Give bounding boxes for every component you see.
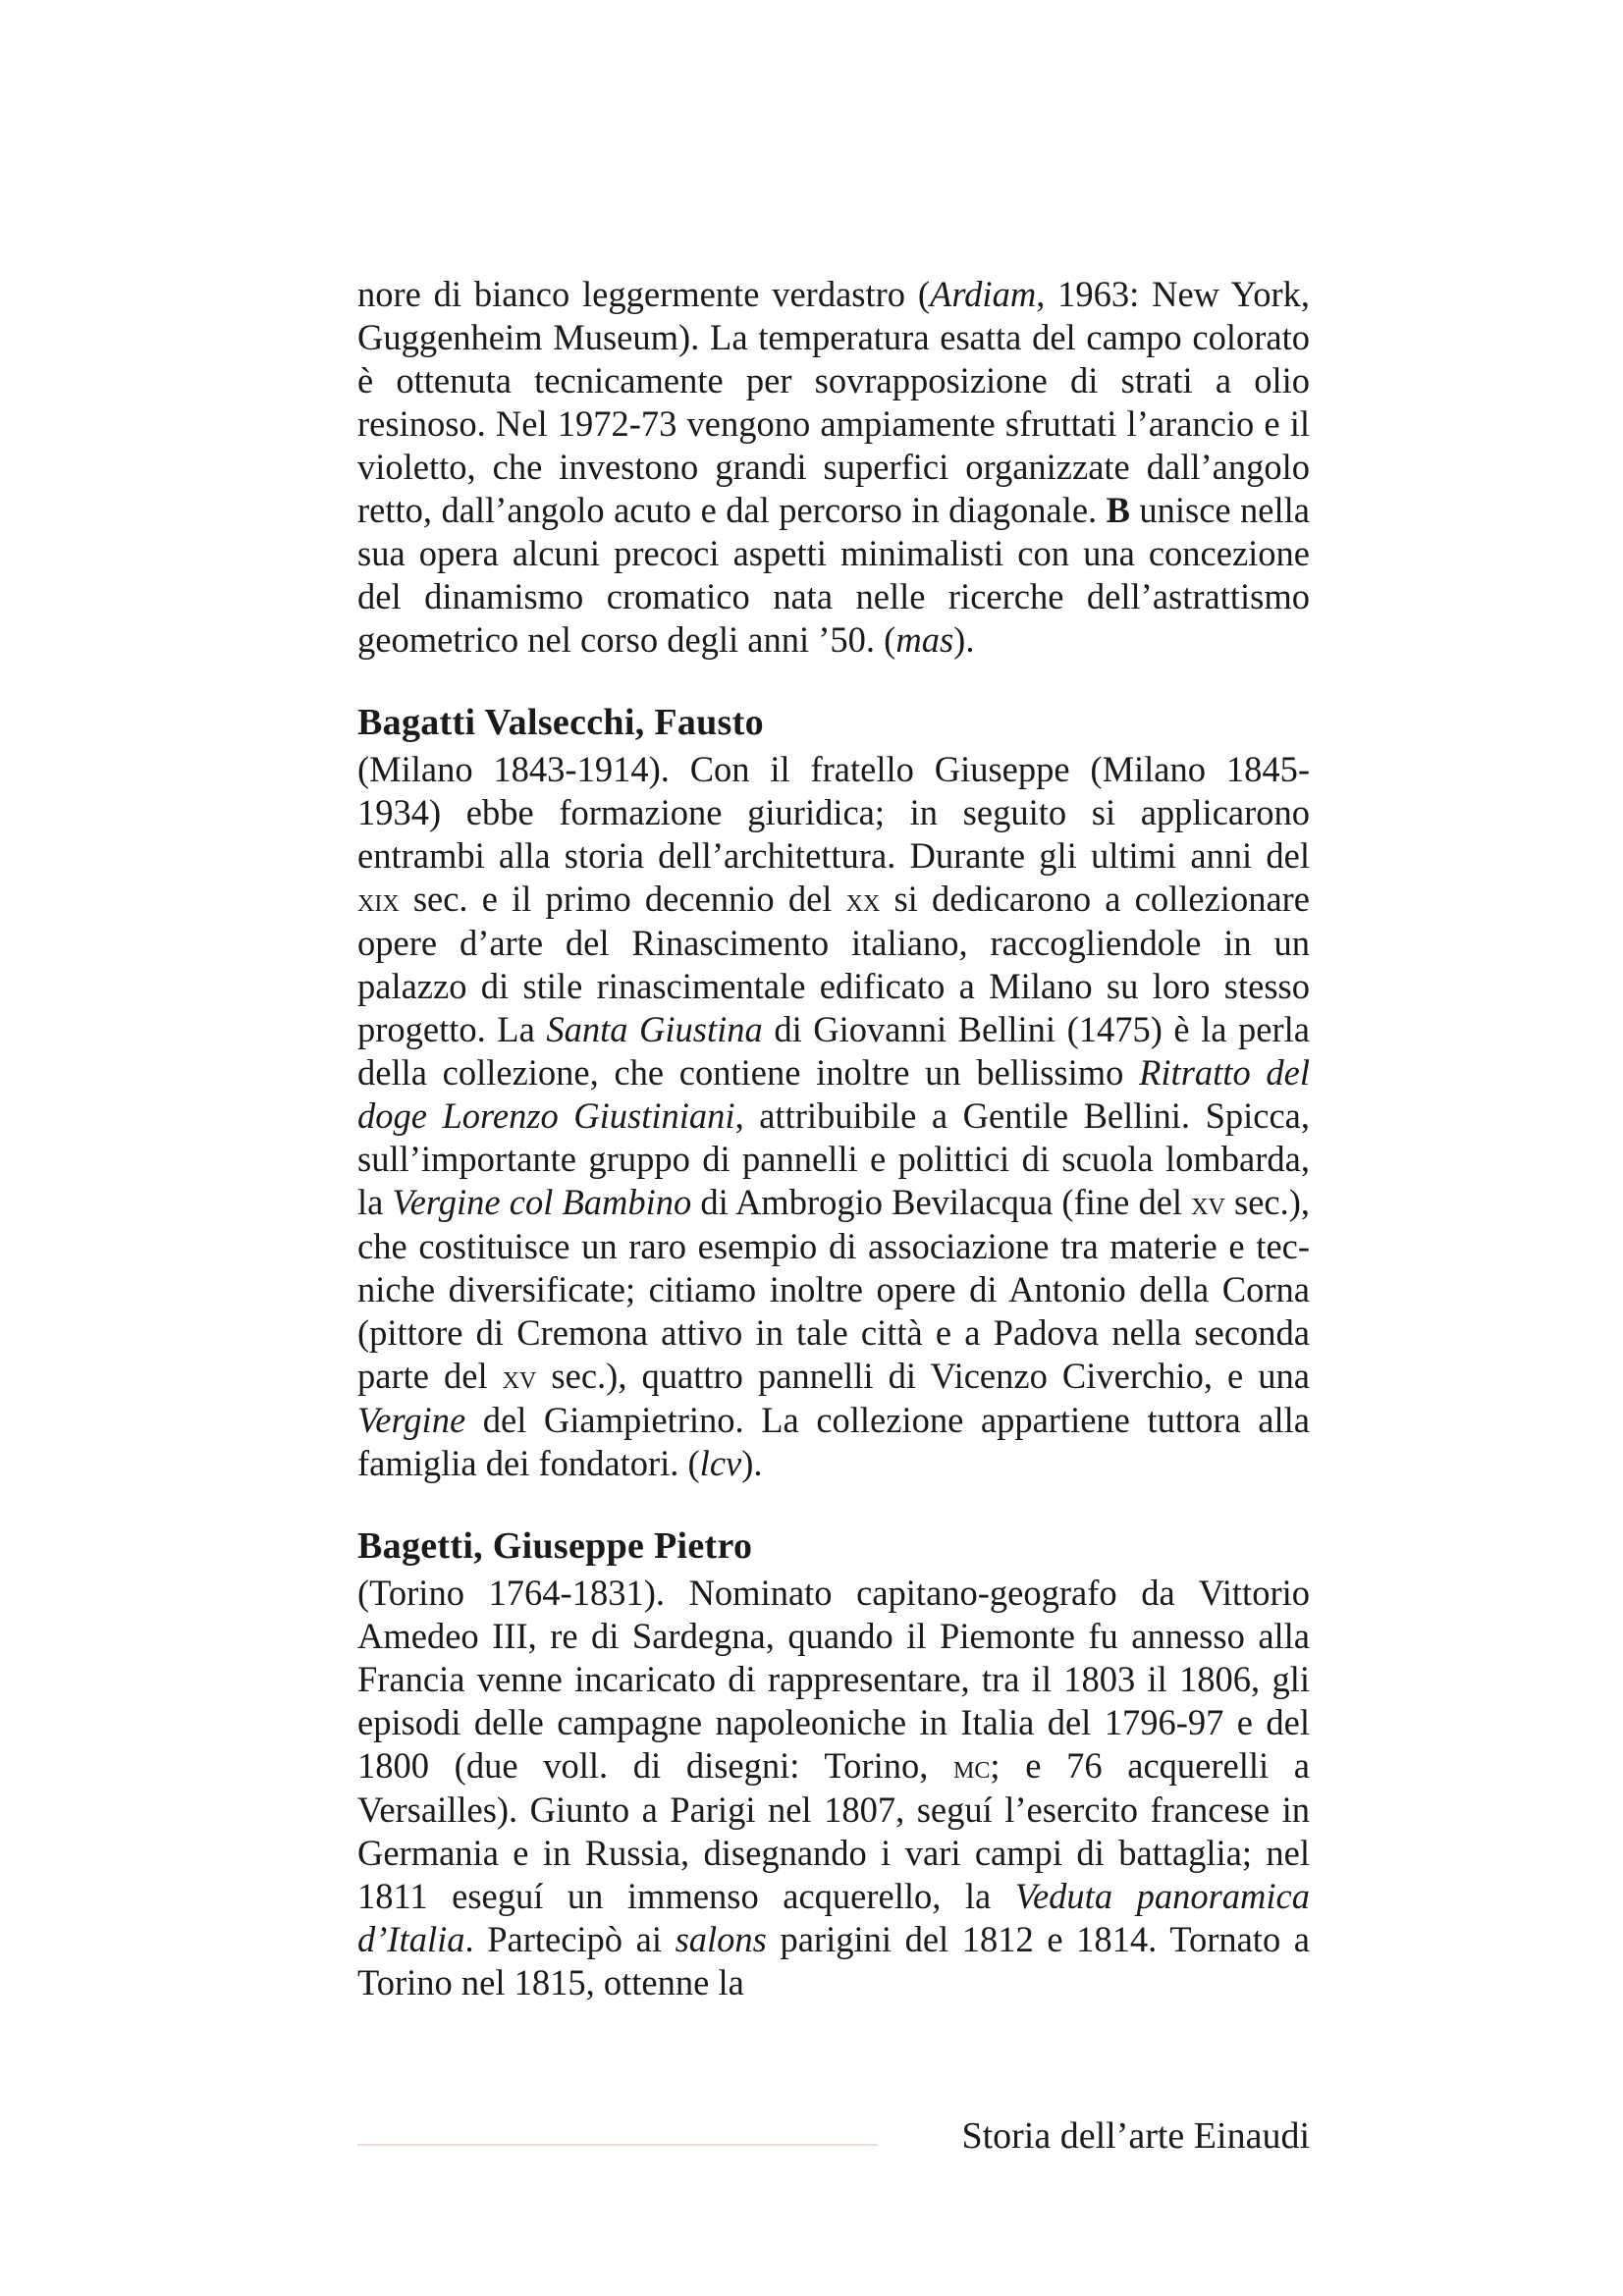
text-run: ; e 76 acquerelli a Versailles). Giunto a Parigi nel 1807, seguí l’esercito francese in Germania e in Russia, disegnando i vari campi di battaglia; nel 1811 eseguí un immenso acquerello, la <box>357 1745 1310 1916</box>
text-run: ). <box>953 619 975 660</box>
text-run: sec.), che costituisce un raro esempio di associazione tra materie e tecniche diversificate; citiamo inoltre opere di Antonio della Corna (pittore di Cremona attivo in tale città e a Padova nella seconda parte del <box>357 1182 1311 1396</box>
text-run: (Torino 1764-1831). Nominato capitano-geografo da Vittorio Amedeo III, re di Sardegna, quando il Piemonte fu annesso alla Francia venne incaricato di rappresentare, tra il 1803 il 1806, gli episodi delle campagne napoleoniche in Italia del 1796-97 e del 1800 (due voll. di disegni: Torino, <box>357 1573 1310 1786</box>
author-initials: lcv <box>699 1443 742 1483</box>
artwork-title: Ritratto del doge Lorenzo Giustiniani <box>357 1052 1310 1136</box>
text-run: . Partecipò ai <box>464 1919 676 1959</box>
footer-rule <box>357 2144 878 2146</box>
artwork-title: Santa Giustina <box>546 1009 763 1049</box>
text-run: nore di bianco leggermente verdastro ( <box>357 274 931 314</box>
author-initials: mas <box>895 619 954 660</box>
century-numeral: xv <box>502 1359 537 1396</box>
italic-term: salons <box>675 1919 767 1959</box>
entry-heading-bagatti: Bagatti Valsecchi, Fausto <box>357 702 764 743</box>
footer-book-title: Storia dell’arte Einaudi <box>961 2115 1310 2157</box>
artwork-title: Vergine <box>357 1400 466 1440</box>
spacer <box>357 662 1310 697</box>
text-run: unisce nella sua opera alcuni precoci aspetti minimalisti con una concezione del dinamismo cromatico nata nelle ricerche dell’astrattismo geometrico nel corso degli anni ’50. ( <box>357 490 1310 660</box>
artwork-title: Vergine col Bambino <box>392 1182 692 1222</box>
collection-abbrev: mc <box>953 1748 991 1786</box>
text-column <box>357 273 1310 2004</box>
page-footer <box>357 2110 1310 2169</box>
text-run: ). <box>741 1443 763 1483</box>
text-run: di Ambrogio Bevilacqua (fine del <box>691 1182 1192 1222</box>
entry-bagetti-paragraph <box>357 1572 1310 2004</box>
text-run: si dedicarono a collezionare opere d’arte del Rinascimento italiano, raccogliendole in un palazzo di stile rinascimentale edificato a Milano su loro stesso progetto. La <box>357 879 1310 1049</box>
entry-heading-bagetti: Bagetti, Giuseppe Pietro <box>357 1525 753 1567</box>
artist-initial: B <box>1106 490 1130 530</box>
text-run: (Milano 1843-1914). Con il fratello Giuseppe (Milano 1845-1934) ebbe formazione giuridica; in seguito si applicarono entrambi alla storia dell’architettura. Durante gli ultimi anni del <box>357 749 1310 876</box>
text-run: del Giampietrino. La collezione appartiene tuttora alla famiglia dei fondatori. ( <box>357 1400 1310 1483</box>
text-run: sec.), quattro pannelli di Vicenzo Civerchio, e una <box>536 1356 1310 1396</box>
century-numeral: xv <box>1191 1185 1225 1222</box>
spacer <box>357 1485 1310 1521</box>
text-run: sec. e il primo decennio del <box>399 879 846 919</box>
entry-bagatti-paragraph <box>357 748 1310 1485</box>
century-numeral: xx <box>845 881 881 919</box>
entry-continued-paragraph <box>357 273 1310 662</box>
text-run: , attribuibile a Gentile Bellini. Spicca, sull’importante gruppo di pannelli e polittici di scuola lombarda, la <box>357 1095 1310 1222</box>
artwork-title: Ardiam <box>930 274 1037 314</box>
text-run: di Giovanni Bellini (1475) è la perla della collezione, che contiene inoltre un bellissimo <box>357 1009 1311 1093</box>
century-numeral: xix <box>357 881 400 919</box>
text-run: parigini del 1812 e 1814. Tornato a Torino nel 1815, ottenne la <box>357 1919 1310 2002</box>
text-run: , 1963: New York, Guggenheim Museum). La temperatura esatta del campo colorato è ottenuta tecnicamente per sovrapposizione di strati a olio resinoso. Nel 1972-73 vengono ampiamente sfruttati l’arancio e il violetto, che investono grandi superfici organizzate dall’angolo retto, dall’angolo acuto e dal percorso in diagonale. <box>357 274 1310 530</box>
artwork-title: Veduta panoramica d’Italia <box>357 1876 1310 1959</box>
